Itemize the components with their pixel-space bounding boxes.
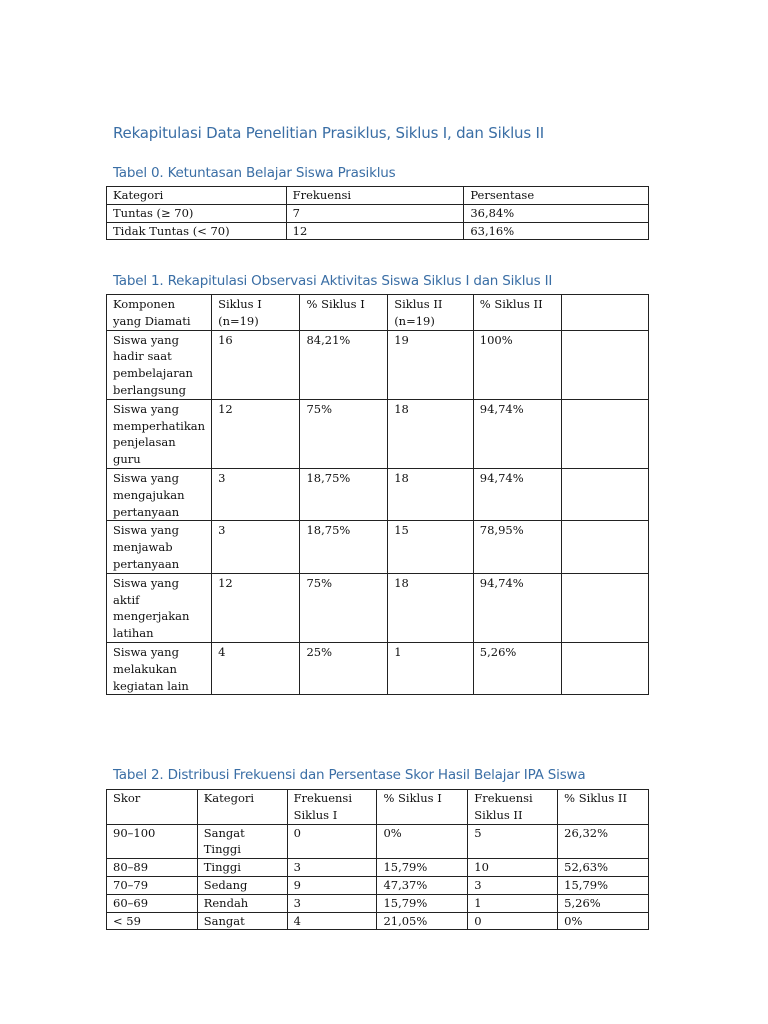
table-cell: 60–69 <box>107 894 198 912</box>
table-row <box>107 521 649 573</box>
table0-title: Tabel 0. Ketuntasan Belajar Siswa Prasiklus <box>113 165 396 181</box>
table2 <box>106 789 649 930</box>
table-cell: 52,63% <box>558 859 649 877</box>
table-cell: 18,75% <box>300 468 388 520</box>
table-header-cell: % Siklus II <box>473 295 562 331</box>
table-cell: 0 <box>287 824 377 859</box>
table-cell: 12 <box>286 222 464 240</box>
table-cell: 75% <box>300 399 388 468</box>
table-cell: 4 <box>287 912 377 930</box>
table-cell: 25% <box>300 642 388 694</box>
table-cell: Rendah <box>197 894 287 912</box>
document-title: Rekapitulasi Data Penelitian Prasiklus, Siklus I, dan Siklus II <box>113 124 544 142</box>
table-header-cell: Komponen yang Diamati <box>107 295 212 331</box>
table-row <box>107 573 649 642</box>
table-header-cell: Persentase <box>464 187 649 205</box>
table-cell: 100% <box>473 330 562 399</box>
table-header-row <box>107 295 649 331</box>
table-cell: Siswa yang melakukan kegiatan lain <box>107 642 212 694</box>
table-cell: 9 <box>287 876 377 894</box>
table-cell: 94,74% <box>473 468 562 520</box>
table-header-cell: % Siklus II <box>558 790 649 825</box>
table1-body <box>107 295 649 695</box>
table-cell: 18 <box>388 573 474 642</box>
table-header-cell: Frekuensi Siklus I <box>287 790 377 825</box>
table-cell: 5,26% <box>473 642 562 694</box>
table-header-row <box>107 187 649 205</box>
table-cell: Sangat Tinggi <box>197 824 287 859</box>
table-cell: 0% <box>377 824 468 859</box>
table-cell: 94,74% <box>473 399 562 468</box>
table-cell: 0 <box>468 912 558 930</box>
table-cell: 3 <box>468 876 558 894</box>
table-cell: 15,79% <box>377 894 468 912</box>
table0-body <box>107 187 649 240</box>
table-cell: 3 <box>212 521 300 573</box>
table-header-cell: % Siklus I <box>377 790 468 825</box>
table-cell: 3 <box>287 859 377 877</box>
table-header-cell: Kategori <box>107 187 287 205</box>
table-cell <box>562 642 649 694</box>
table-row <box>107 468 649 520</box>
table-cell: 12 <box>212 573 300 642</box>
table-cell: 3 <box>287 894 377 912</box>
table-header-cell <box>562 295 649 331</box>
table-row <box>107 642 649 694</box>
table-cell: < 59 <box>107 912 198 930</box>
table-cell: 63,16% <box>464 222 649 240</box>
table-cell: 5,26% <box>558 894 649 912</box>
table-cell: 18 <box>388 399 474 468</box>
table-cell: Tinggi <box>197 859 287 877</box>
table-row <box>107 876 649 894</box>
table1-title: Tabel 1. Rekapitulasi Observasi Aktivitas Siswa Siklus I dan Siklus II <box>113 273 553 289</box>
table-header-row <box>107 790 649 825</box>
table-cell: 10 <box>468 859 558 877</box>
table-cell: 26,32% <box>558 824 649 859</box>
table-cell: Sedang <box>197 876 287 894</box>
table-cell: 18,75% <box>300 521 388 573</box>
table-row <box>107 399 649 468</box>
table-cell: 19 <box>388 330 474 399</box>
table-row <box>107 204 649 222</box>
table-cell: 78,95% <box>473 521 562 573</box>
table-cell <box>562 399 649 468</box>
table-row <box>107 330 649 399</box>
table-cell: 3 <box>212 468 300 520</box>
table-cell: 5 <box>468 824 558 859</box>
table-row <box>107 222 649 240</box>
table-cell: 70–79 <box>107 876 198 894</box>
table-cell: Tuntas (≥ 70) <box>107 204 287 222</box>
table1 <box>106 294 649 695</box>
table-header-cell: Skor <box>107 790 198 825</box>
table-header-cell: Siklus I (n=19) <box>212 295 300 331</box>
table-cell <box>562 330 649 399</box>
table-cell: 1 <box>388 642 474 694</box>
table-cell: 4 <box>212 642 300 694</box>
table-header-cell: Frekuensi Siklus II <box>468 790 558 825</box>
table0 <box>106 186 649 240</box>
table-cell: Sangat <box>197 912 287 930</box>
table-cell: Siswa yang hadir saat pembelajaran berlangsung <box>107 330 212 399</box>
table-cell: Tidak Tuntas (< 70) <box>107 222 287 240</box>
table-cell: 16 <box>212 330 300 399</box>
table-cell: 15 <box>388 521 474 573</box>
table-row <box>107 912 649 930</box>
table-cell: 15,79% <box>377 859 468 877</box>
table-cell: 80–89 <box>107 859 198 877</box>
table-cell: 12 <box>212 399 300 468</box>
table-cell: 47,37% <box>377 876 468 894</box>
table-cell <box>562 521 649 573</box>
table-cell: Siswa yang memperhatikan penjelasan guru <box>107 399 212 468</box>
table2-body <box>107 790 649 930</box>
table-header-cell: % Siklus I <box>300 295 388 331</box>
table-cell: Siswa yang mengajukan pertanyaan <box>107 468 212 520</box>
table-cell: 1 <box>468 894 558 912</box>
table-cell: 94,74% <box>473 573 562 642</box>
table-row <box>107 859 649 877</box>
table-cell: 21,05% <box>377 912 468 930</box>
table-cell: Siswa yang aktif mengerjakan latihan <box>107 573 212 642</box>
table-header-cell: Siklus II (n=19) <box>388 295 474 331</box>
table-cell: 0% <box>558 912 649 930</box>
table-cell: 75% <box>300 573 388 642</box>
table-cell: 7 <box>286 204 464 222</box>
table-cell <box>562 468 649 520</box>
table-cell: 84,21% <box>300 330 388 399</box>
table-cell: 15,79% <box>558 876 649 894</box>
table-header-cell: Kategori <box>197 790 287 825</box>
table-cell: Siswa yang menjawab pertanyaan <box>107 521 212 573</box>
table-cell <box>562 573 649 642</box>
table-cell: 36,84% <box>464 204 649 222</box>
table-cell: 90–100 <box>107 824 198 859</box>
table-row <box>107 894 649 912</box>
table-cell: 18 <box>388 468 474 520</box>
table-row <box>107 824 649 859</box>
table-header-cell: Frekuensi <box>286 187 464 205</box>
table2-title: Tabel 2. Distribusi Frekuensi dan Persentase Skor Hasil Belajar IPA Siswa <box>113 767 586 783</box>
